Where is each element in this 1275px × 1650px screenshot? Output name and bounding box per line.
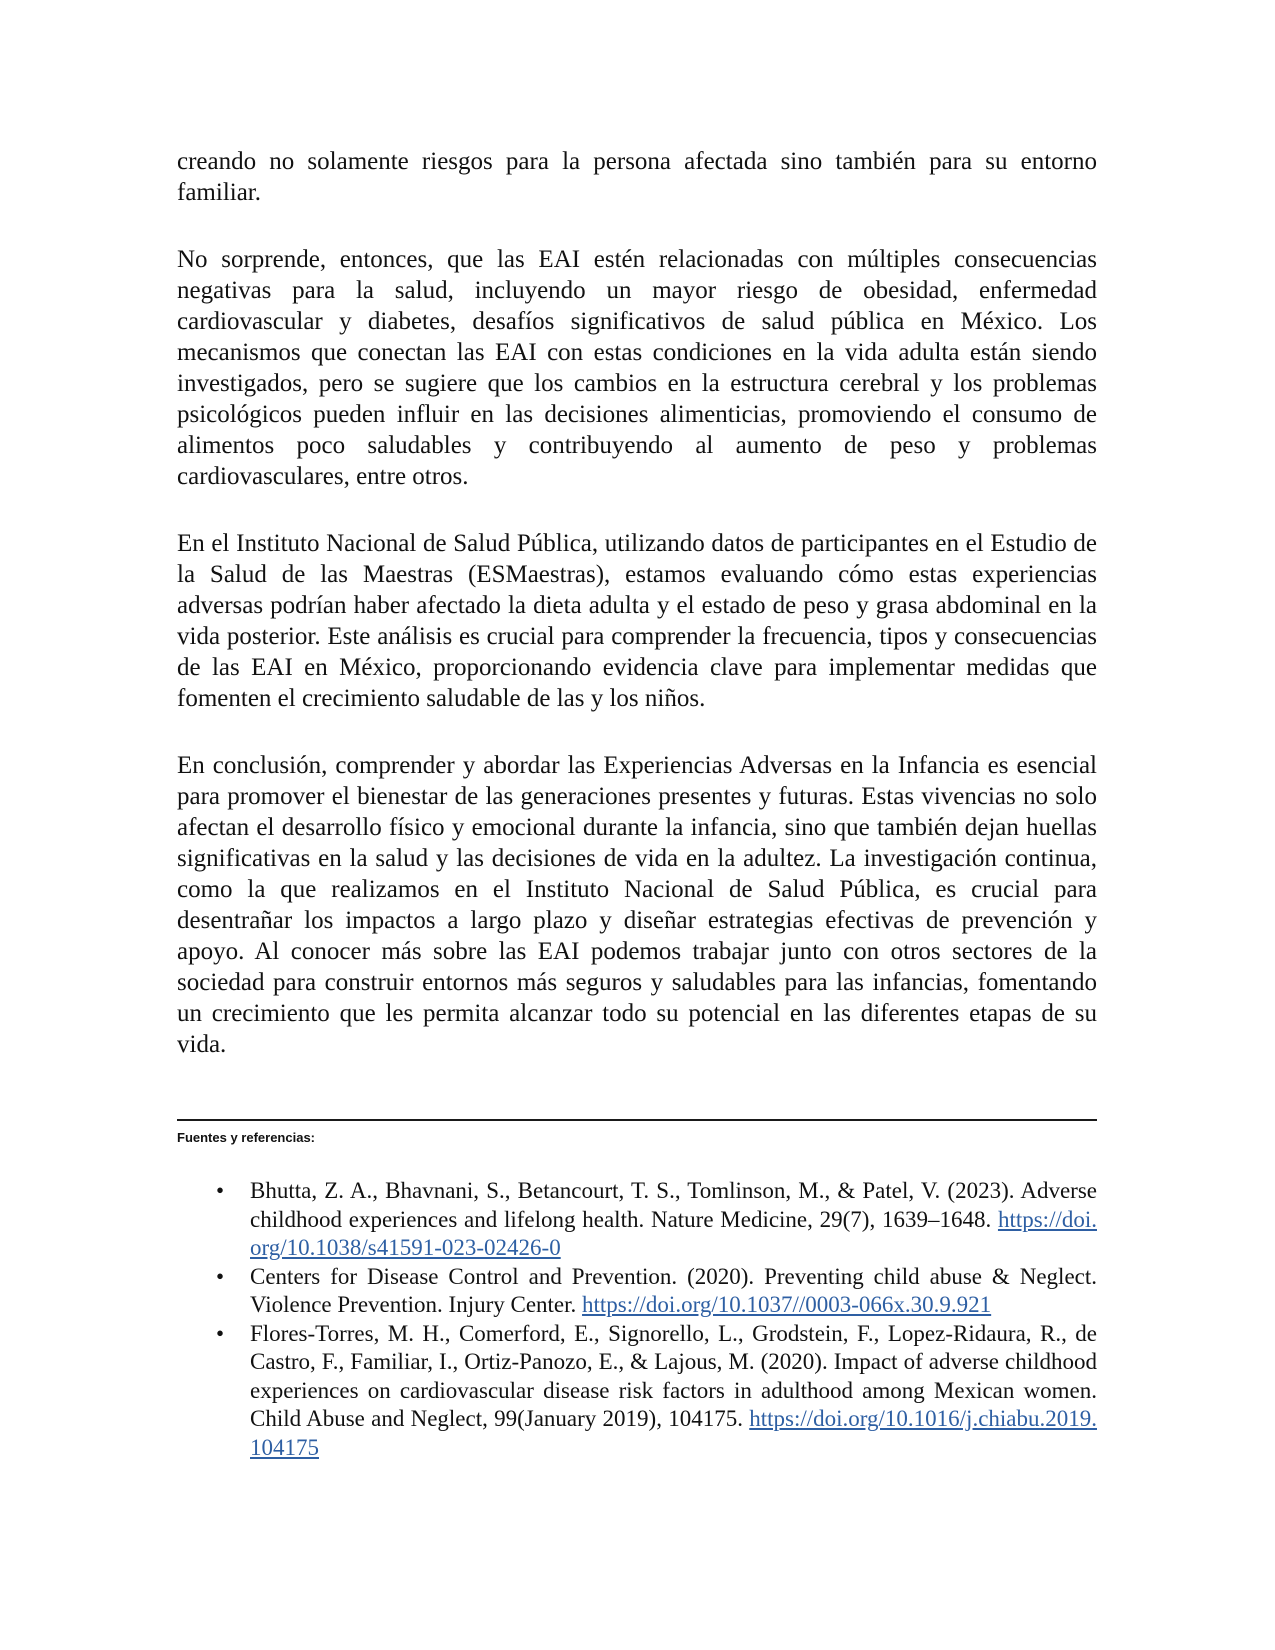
reference-item — [216, 1263, 1097, 1320]
reference-item — [216, 1320, 1097, 1463]
reference-link[interactable]: https://doi.org/10.1016/j.chiabu.2019.104175 — [250, 1406, 1097, 1460]
paragraph: En el Instituto Nacional de Salud Pública, utilizando datos de participantes en el Estudio de la Salud de las Maestras (ESMaestras), estamos evaluando cómo estas experiencias adversas podrían haber afectado la dieta adulta y el estado de peso y grasa abdominal en la vida posterior. Este análisis es crucial para comprender la frecuencia, tipos y consecuencias de las EAI en México, proporcionando evidencia clave para implementar medidas que fomenten el crecimiento saludable de las y los niños. — [177, 530, 1097, 712]
paragraph: creando no solamente riesgos para la persona afectada sino también para su entorno familiar. — [177, 148, 1097, 206]
reference-text: Bhutta, Z. A., Bhavnani, S., Betancourt, T. S., Tomlinson, M., & Patel, V. (2023). Adverse childhood experiences and lifelong health. Nature Medicine, 29(7), 1639–1648. — [250, 1178, 1097, 1232]
paragraph: No sorprende, entonces, que las EAI estén relacionadas con múltiples consecuencias negativas para la salud, incluyendo un mayor riesgo de obesidad, enfermedad cardiovascular y diabetes, desafíos significativos de salud pública en México. Los mecanismos que conectan las EAI con estas condiciones en la vida adulta están siendo investigados, pero se sugiere que los cambios en la estructura cerebral y los problemas psicológicos pueden influir en las decisiones alimenticias, promoviendo el consumo de alimentos poco saludables y contribuyendo al aumento de peso y problemas cardiovasculares, entre otros. — [177, 246, 1097, 490]
reference-link[interactable]: https://doi.org/10.1037//0003-066x.30.9.921 — [582, 1292, 992, 1317]
references-heading: Fuentes y referencias: — [177, 1130, 316, 1145]
bullet-icon: • — [216, 1263, 225, 1289]
body-text — [177, 146, 1097, 1060]
reference-item — [216, 1177, 1097, 1263]
references-divider — [177, 1119, 1097, 1121]
reference-text: Flores-Torres, M. H., Comerford, E., Signorello, L., Grodstein, F., Lopez-Ridaura, R., de Castro, F., Familiar, I., Ortiz-Panozo, E., & Lajous, M. (2020). Impact of adverse childhood experiences on cardiovascular disease risk factors in adulthood among Mexican women. Child Abuse and Neglect, 99(January 2019), 104175. — [250, 1320, 1097, 1431]
bullet-icon: • — [216, 1320, 225, 1346]
references-list — [216, 1177, 1097, 1462]
bullet-icon: • — [216, 1178, 225, 1203]
reference-link[interactable]: https://doi.org/10.1038/s41591-023-02426-0 — [250, 1206, 1097, 1260]
paragraph: En conclusión, comprender y abordar las Experiencias Adversas en la Infancia es esencial para promover el bienestar de las generaciones presentes y futuras. Estas vivencias no solo afectan el desarrollo físico y emocional durante la infancia, sino que también dejan huellas significativas en la salud y las decisiones de vida en la adultez. La investigación continua, como la que realizamos en el Instituto Nacional de Salud Pública, es crucial para desentrañar los impactos a largo plazo y diseñar estrategias efectivas de prevención y apoyo. Al conocer más sobre las EAI podemos trabajar junto con otros sectores de la sociedad para construir entornos más seguros y saludables para las infancias, fomentando un crecimiento que les permita alcanzar todo su potencial en las diferentes etapas de su vida. — [177, 752, 1097, 1058]
reference-text: Centers for Disease Control and Prevention. (2020). Preventing child abuse & Neglect. Violence Prevention. Injury Center. — [250, 1263, 1097, 1317]
